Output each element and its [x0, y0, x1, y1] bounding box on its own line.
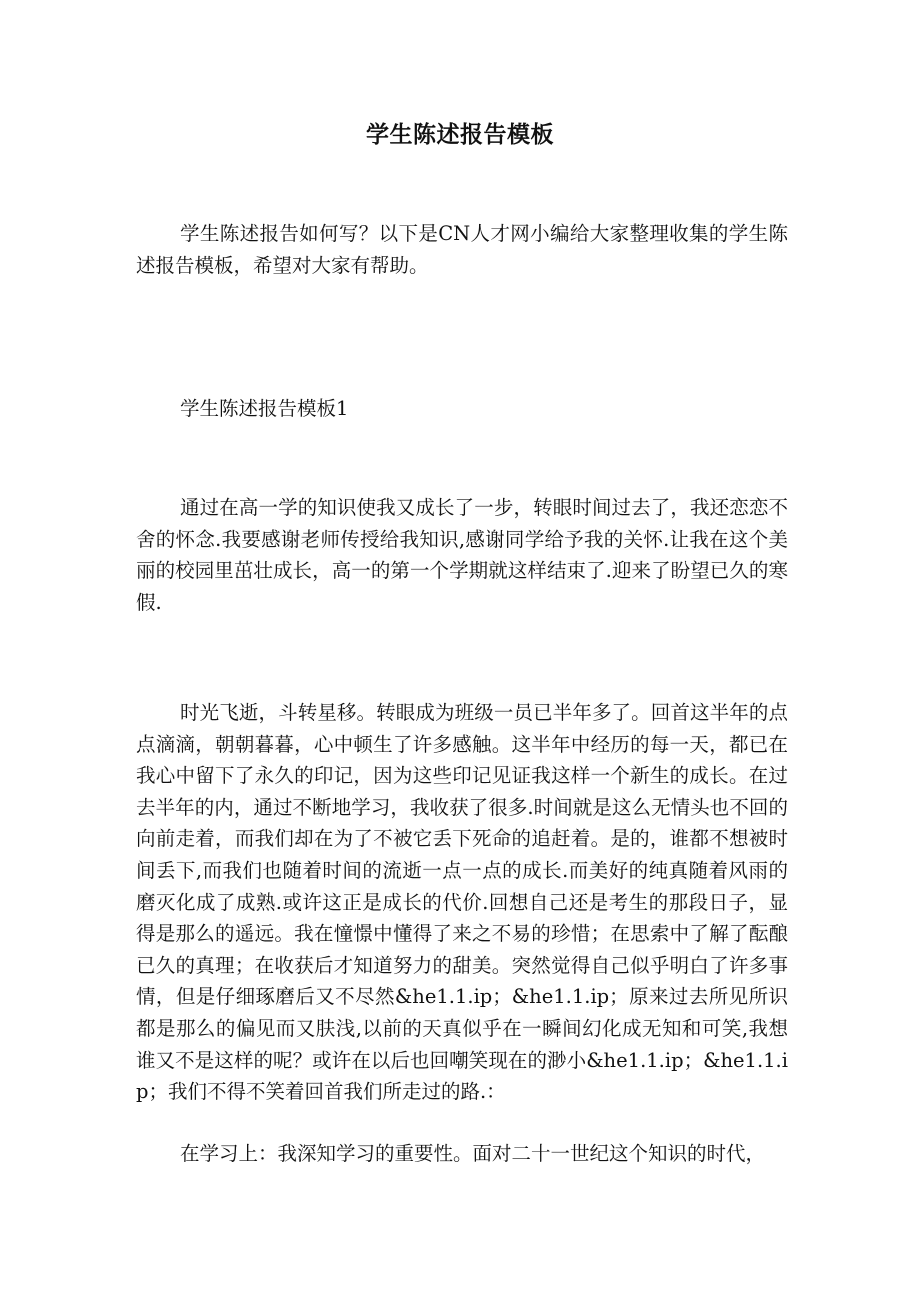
body-paragraph-1: 通过在高一学的知识使我又成长了一步，转眼时间过去了，我还恋恋不舍的怀念.我要感谢老师传授给我知识,感谢同学给予我的关怀.让我在这个美丽的校园里茁壮成长，高一的第一个学期就这样结束了.迎来了盼望已久的寒假. — [136, 496, 788, 614]
body-paragraph-3: 在学习上：我深知学习的重要性。面对二十一世纪这个知识的时代， — [180, 1142, 766, 1165]
document-title: 学生陈述报告模板 — [366, 122, 554, 148]
body-paragraph-2: 时光飞逝，斗转星移。转眼成为班级一员已半年多了。回首这半年的点点滴滴，朝朝暮暮，心中顿生了许多感触。这半年中经历的每一天，都已在我心中留下了永久的印记，因为这些印记见证我这样一个新生的成长。在过去半年的内，通过不断地学习，我收获了很多.时间就是这么无情头也不回的向前走着，而我们却在为了不被它丢下死命的追赶着。是的，谁都不想被时间丢下,而我们也随着时间的流逝一点一点的成长.而美好的纯真随着风雨的磨灭化成了成熟.或许这正是成长的代价.回想自己还是考生的那段日子，显得是那么的遥远。我在憧憬中懂得了来之不易的珍惜；在思索中了解了酝酿已久的真理；在收获后才知道努力的甜美。突然觉得自己似乎明白了许多事情，但是仔细琢磨后又不尽然&he1.1.ip；&he1.1.ip；原来过去所见所识都是那么的偏见而又肤浅,以前的天真似乎在一瞬间幻化成无知和可笑,我想谁又不是这样的呢？或许在以后也回嘲笑现在的渺小&he1.1.ip；&he1.1.ip；我们不得不笑着回首我们所走过的路.： — [136, 701, 788, 1104]
intro-paragraph: 学生陈述报告如何写？以下是CN人才网小编给大家整理收集的学生陈述报告模板，希望对大家有帮助。 — [136, 222, 788, 277]
section-heading: 学生陈述报告模板1 — [180, 397, 349, 420]
